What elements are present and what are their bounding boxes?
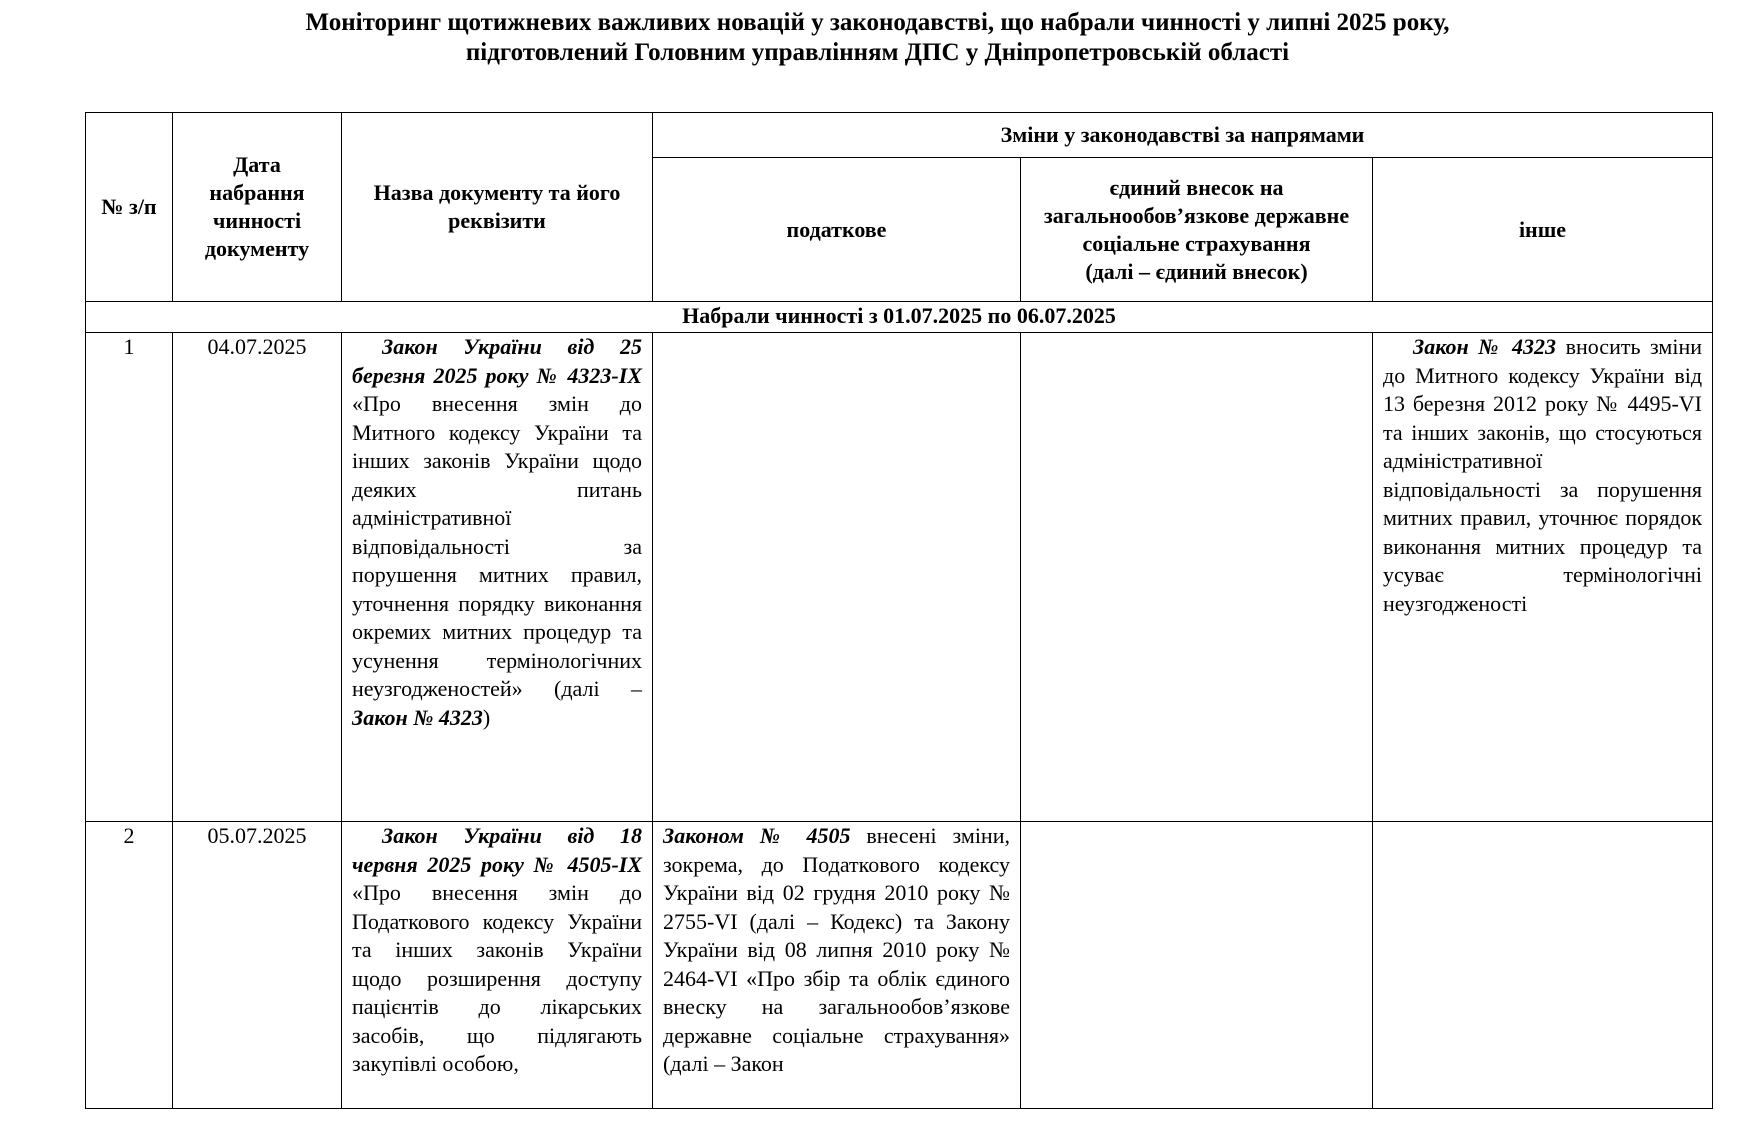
row-esv [1021,333,1373,822]
row-num: 1 [86,333,173,822]
tax-law-ref: Законом № 4505 [663,823,851,848]
header-esv-note: (далі – єдиний внесок) [1085,258,1308,284]
doc-law-ref: Закон України від 18 червня 2025 року № 4505-IX [352,823,642,877]
row-other [1373,333,1713,822]
row-esv [1021,822,1373,1109]
row-date: 04.07.2025 [173,333,342,822]
section-label: Набрали чинності з 01.07.2025 по 06.07.2025 [86,302,1713,333]
title-line-2: підготовлений Головним управлінням ДПС у Дніпропетровській області [465,39,1290,66]
doc-law-ref: Закон України від 25 березня 2025 року № 4323-IX [352,334,642,388]
page-title [0,8,1755,68]
table-row [86,822,1713,1109]
row-doc [342,333,653,822]
header-doc: Назва документу та його реквізити [342,113,653,302]
table-row [86,333,1713,822]
row-other [1373,822,1713,1109]
header-esv [1021,158,1373,302]
header-num: № з/п [86,113,173,302]
doc-law-text: «Про внесення змін до Митного кодексу України та інших законів України щодо деяких питань адміністративної відповідальності за порушення митних правил, уточнення порядку виконання окремих митних процедур та усунення термінологічних неузгодженостей» (далі – [352,391,642,701]
tax-text: внесені зміни, зокрема, до Податкового кодексу України від 02 грудня 2010 року № 2755-VI (далі – Кодекс) та Закону України від 08 липня 2010 року № 2464-VI «Про збір та облік єдиного внеску на загальнообов’язкове державне соціальне страхування» (далі – Закон [663,823,1010,1076]
row-tax [653,822,1021,1109]
title-line-1: Моніторинг щотижневих важливих новацій у законодавстві, що набрали чинності у липні 2025 року, [305,9,1450,36]
row-date: 05.07.2025 [173,822,342,1109]
doc-end: ) [482,704,491,730]
row-num: 2 [86,822,173,1109]
header-esv-text: єдиний внесок на загальнообов’язкове державне соціальне страхування [1043,174,1350,256]
other-text: вносить зміни до Митного кодексу України від 13 березня 2012 року № 4495-VI та інших законів, що стосуються адміністративної відповідальності за порушення митних правил, уточнює порядок виконання митних процедур та усуває термінологічні неузгодженості [1383,334,1703,616]
header-other: інше [1373,158,1713,302]
header-tax: податкове [653,158,1021,302]
header-changes-group: Зміни у законодавстві за напрямами [653,113,1713,158]
row-doc [342,822,653,1109]
row-tax [653,333,1021,822]
doc-law-text: «Про внесення змін до Податкового кодексу України та інших законів України щодо розширення доступу пацієнтів до лікарських засобів, що підлягають закупівлі особою, [352,880,642,1076]
header-date: Дата набрання чинності документу [173,113,342,302]
section-row [86,302,1713,333]
header-row-1 [86,113,1713,158]
monitoring-table [85,112,1713,1109]
doc-short-ref: Закон № 4323 [352,704,483,730]
other-law-ref: Закон № 4323 [1413,334,1557,359]
